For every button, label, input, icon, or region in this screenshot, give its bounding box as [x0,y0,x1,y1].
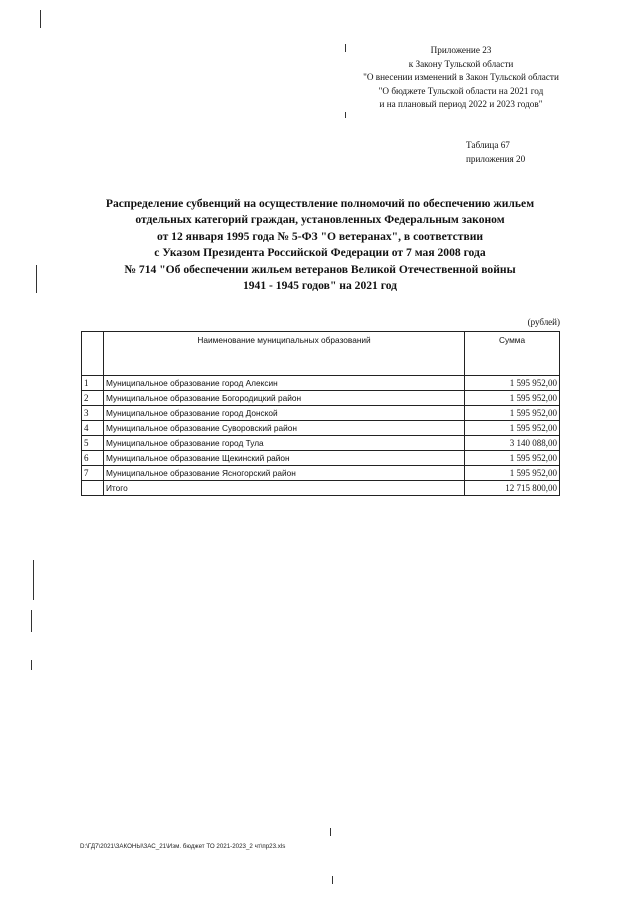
table-row [82,376,560,391]
scan-mark [33,560,34,600]
table-total-row [82,481,560,496]
appendix-line: Приложение 23 [430,45,492,55]
row-name: Муниципальное образование город Алексин [103,376,464,391]
header-name: Наименование муниципальных образований [103,332,464,376]
row-sum: 3 140 088,00 [465,436,560,451]
total-num [82,481,104,496]
appendix-line: "О бюджете Тульской области на 2021 год [378,85,544,96]
scan-mark [36,265,37,293]
header-sum: Сумма [465,332,560,376]
title-line: 1941 - 1945 годов" на 2021 год [242,279,398,293]
row-name: Муниципальное образование Щекинский район [103,451,464,466]
row-num: 2 [82,391,104,406]
title-line: № 714 "Об обеспечении жильем ветеранов Великой Отечественной войны [124,262,516,276]
row-sum: 1 595 952,00 [465,421,560,436]
scan-mark [31,660,32,670]
row-name: Муниципальное образование город Тула [103,436,464,451]
row-name: Муниципальное образование Суворовский район [103,421,464,436]
title-line: отдельных категорий граждан, установленных Федеральным законом [135,213,505,227]
table-row [82,391,560,406]
table-row [82,466,560,481]
row-sum: 1 595 952,00 [465,376,560,391]
appendix-line: к Закону Тульской области [408,58,514,69]
table-row [82,421,560,436]
row-name: Муниципальное образование Ясногорский район [103,466,464,481]
table-reference [466,138,556,166]
row-name: Муниципальное образование Богородицкий район [103,391,464,406]
row-num: 1 [82,376,104,391]
row-num: 7 [82,466,104,481]
subsidy-table [81,331,560,496]
scan-mark [31,610,32,632]
row-name: Муниципальное образование город Донской [103,406,464,421]
table-row [82,451,560,466]
row-sum: 1 595 952,00 [465,391,560,406]
total-label: Итого [103,481,464,496]
title-line: Распределение субвенций на осуществление полномочий по обеспечению жильем [105,197,535,210]
row-sum: 1 595 952,00 [465,451,560,466]
title-line: от 12 января 1995 года № 5-ФЗ "О ветеранах", в соответствии [156,229,484,243]
total-sum: 12 715 800,00 [465,481,560,496]
row-num: 4 [82,421,104,436]
row-sum: 1 595 952,00 [465,466,560,481]
appendix-line: и на плановый период 2022 и 2023 годов" [379,99,543,110]
table-number: Таблица 67 [466,140,510,150]
units-label: (рублей) [527,317,560,327]
table-header-row [82,332,560,376]
table-appendix: приложения 20 [466,154,526,164]
table-row [82,436,560,451]
appendix-line: "О внесении изменений в Закон Тульской области [363,72,559,83]
row-num: 5 [82,436,104,451]
row-num: 6 [82,451,104,466]
table-row [82,406,560,421]
scan-mark [330,828,331,836]
document-title [80,196,560,294]
file-path-footer: D:\ГД7\2021\ЗАКОНЫ\ЗАС_21\Изм. бюджет ТО 2021-2023_2 чт\пр23.xls [80,843,286,850]
row-sum: 1 595 952,00 [465,406,560,421]
title-line: с Указом Президента Российской Федерации от 7 мая 2008 года [154,246,486,260]
scan-mark [345,112,346,118]
scan-mark [332,876,333,884]
appendix-header [350,44,572,112]
row-num: 3 [82,406,104,421]
scan-mark [345,44,346,52]
header-num [82,332,104,376]
scan-mark [40,10,41,28]
